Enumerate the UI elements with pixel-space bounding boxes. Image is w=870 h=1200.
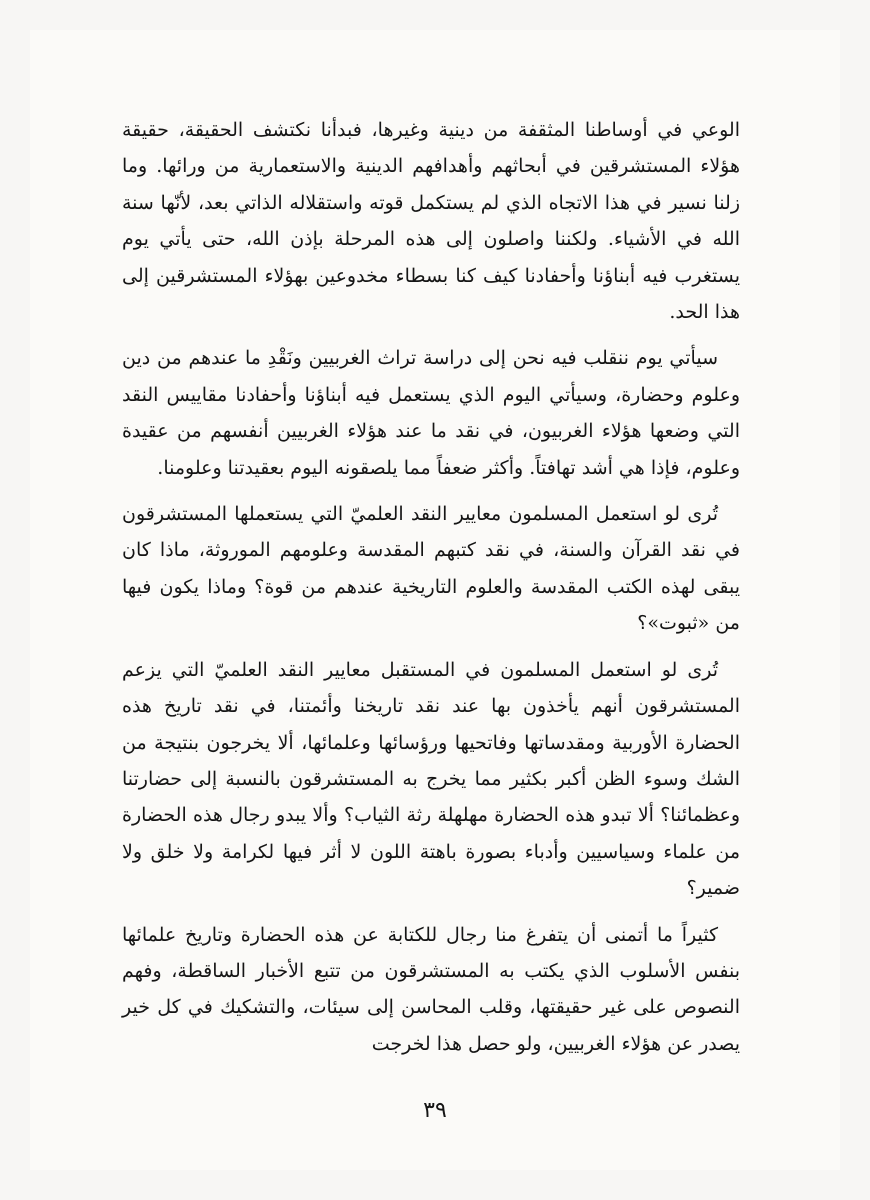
- paragraph-4: تُرى لو استعمل المسلمون في المستقبل معايير النقد العلميّ التي يزعم المستشرقون أنهم يأخذون بها عند نقد تاريخنا وأئمتنا، في نقد تاريخ هذه الحضارة الأوربية ومقدساتها وفاتحيها ورؤسائها وعلمائها، ألا يخرجون بنتيجة من الشك وسوء الظن أكبر بكثير مما يخرج به المستشرقون بالنسبة إلى حضارتنا وعظمائنا؟ ألا تبدو هذه الحضارة مهلهلة رثة الثياب؟ وألا يبدو رجال هذه الحضارة من علماء وسياسيين وأدباء بصورة باهتة اللون لا أثر فيها لكرامة ولا خلق ولا ضمير؟: [122, 658, 740, 900]
- paragraph-3: تُرى لو استعمل المسلمون معايير النقد العلميّ التي يستعملها المستشرقون في نقد القرآن والسنة، في نقد كتبهم المقدسة وعلومهم الموروثة، ماذا كان يبقى لهذه الكتب المقدسة والعلوم التاريخية عندهم من قوة؟ وماذا يكون فيها من «ثبوت»؟: [122, 503, 740, 635]
- page-number: ٣٩: [423, 1098, 447, 1123]
- paragraph-2: سيأتي يوم ننقلب فيه نحن إلى دراسة تراث الغربيين ونَقْدِ ما عندهم من دين وعلوم وحضارة، وسيأتي اليوم الذي يستعمل فيه أبناؤنا وأحفادنا مقاييس النقد التي وضعها هؤلاء الغربيون، في نقد ما عند هؤلاء الغربيين أنفسهم من عقيدة وعلوم، فإذا هي أشد تهافتاً. وأكثر ضعفاً مما يلصقونه اليوم بعقيدتنا وعلومنا.: [122, 347, 740, 479]
- page-body-text: [122, 112, 740, 1062]
- paragraph-1: الوعي في أوساطنا المثقفة من دينية وغيرها، فبدأنا نكتشف الحقيقة، حقيقة هؤلاء المستشرقين في أبحاثهم وأهدافهم الدينية والاستعمارية من ورائها. وما زلنا نسير في هذا الاتجاه الذي لم يستكمل قوته واستقلاله الذاتي بعد، لأنّها سنة الله في الأشياء. ولكننا واصلون إلى هذه المرحلة بإذن الله، حتى يأتي يوم يستغرب فيه أبناؤنا وأحفادنا كيف كنا بسطاء مخدوعين بهؤلاء المستشرقين إلى هذا الحد.: [122, 119, 740, 324]
- paragraph-5: كثيراً ما أتمنى أن يتفرغ منا رجال للكتابة عن هذه الحضارة وتاريخ علمائها بنفس الأسلوب الذي يكتب به المستشرقون من تتبع الأخبار الساقطة، وفهم النصوص على غير حقيقتها، وقلب المحاسن إلى سيئات، والتشكيك في كل خير يصدر عن هؤلاء الغربيين، ولو حصل هذا لخرجت: [122, 923, 740, 1055]
